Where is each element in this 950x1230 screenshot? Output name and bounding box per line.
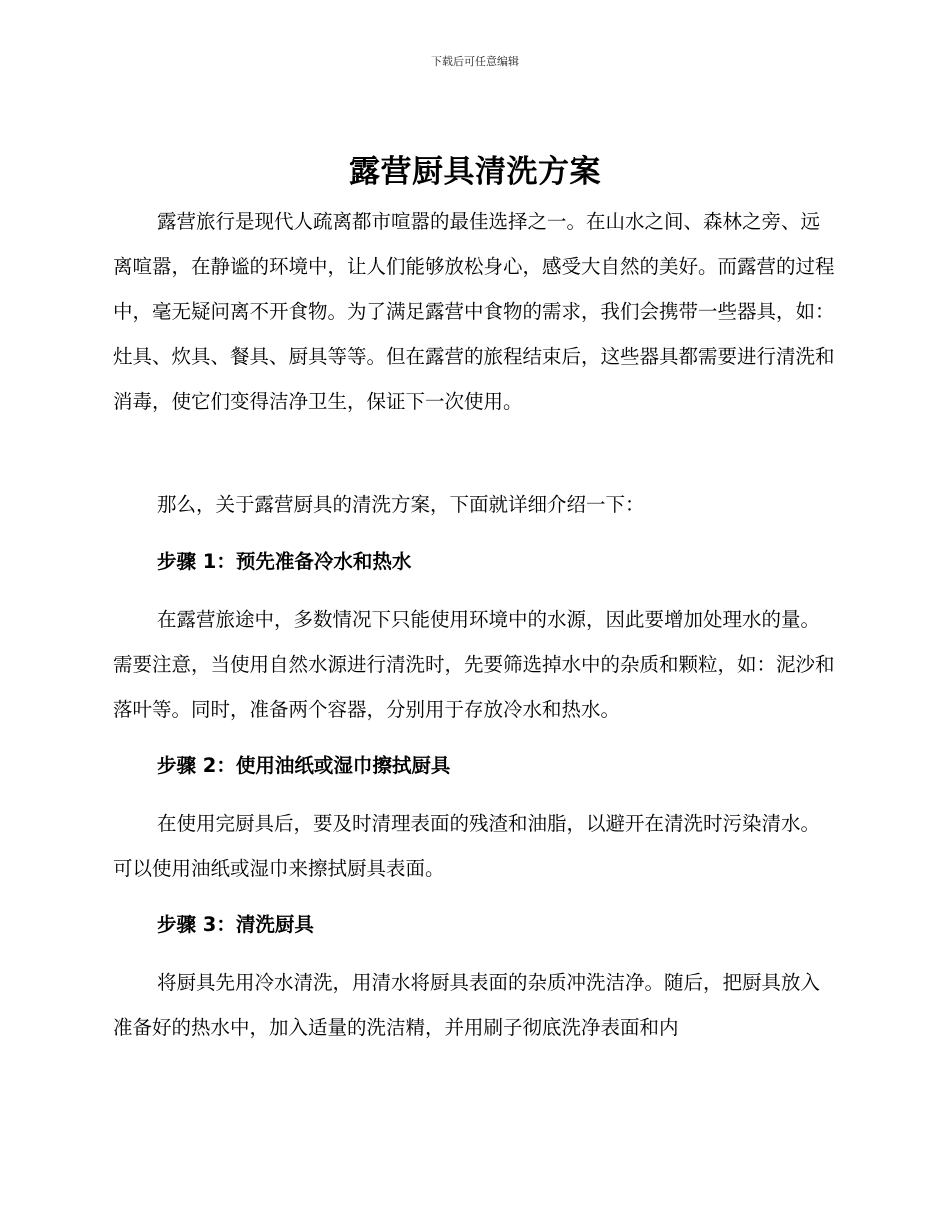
document-title: 露营厨具清洗方案 xyxy=(349,154,601,190)
step-2-heading: 步骤 2：使用油纸或湿巾擦拭厨具 xyxy=(157,754,451,777)
step-3-paragraph: 将厨具先用冷水清洗，用清水将厨具表面的杂质冲洗洁净。随后，把厨具放入准备好的热水中，加入适量的洗洁精，并用刷子彻底洗净表面和内 xyxy=(113,971,821,1039)
step-3-heading: 步骤 3：清洗厨具 xyxy=(157,913,314,936)
intro-paragraph: 露营旅行是现代人疏离都市喧嚣的最佳选择之一。在山水之间、森林之旁、远离喧嚣，在静谧的环境中，让人们能够放松身心，感受大自然的美好。而露营的过程中，毫无疑问离不开食物。为了满足露营中食物的需求，我们会携带一些器具，如：灶具、炊具、餐具、厨具等等。但在露营的旅程结束后，这些器具都需要进行清洗和消毒，使它们变得洁净卫生，保证下一次使用。 xyxy=(113,210,835,413)
step-1-paragraph: 在露营旅途中，多数情况下只能使用环境中的水源，因此要增加处理水的量。需要注意，当使用自然水源进行清洗时，先要筛选掉水中的杂质和颗粒，如：泥沙和落叶等。同时，准备两个容器，分别用于存放冷水和热水。 xyxy=(113,608,835,721)
step-2-paragraph: 在使用完厨具后，要及时清理表面的残渣和油脂，以避开在清洗时污染清水。可以使用油纸或湿巾来擦拭厨具表面。 xyxy=(113,812,821,880)
step-1-heading: 步骤 1：预先准备冷水和热水 xyxy=(157,550,412,573)
lead-paragraph: 那么，关于露营厨具的清洗方案，下面就详细介绍一下： xyxy=(157,493,645,516)
page-header: 下载后可任意编辑 xyxy=(431,55,519,68)
